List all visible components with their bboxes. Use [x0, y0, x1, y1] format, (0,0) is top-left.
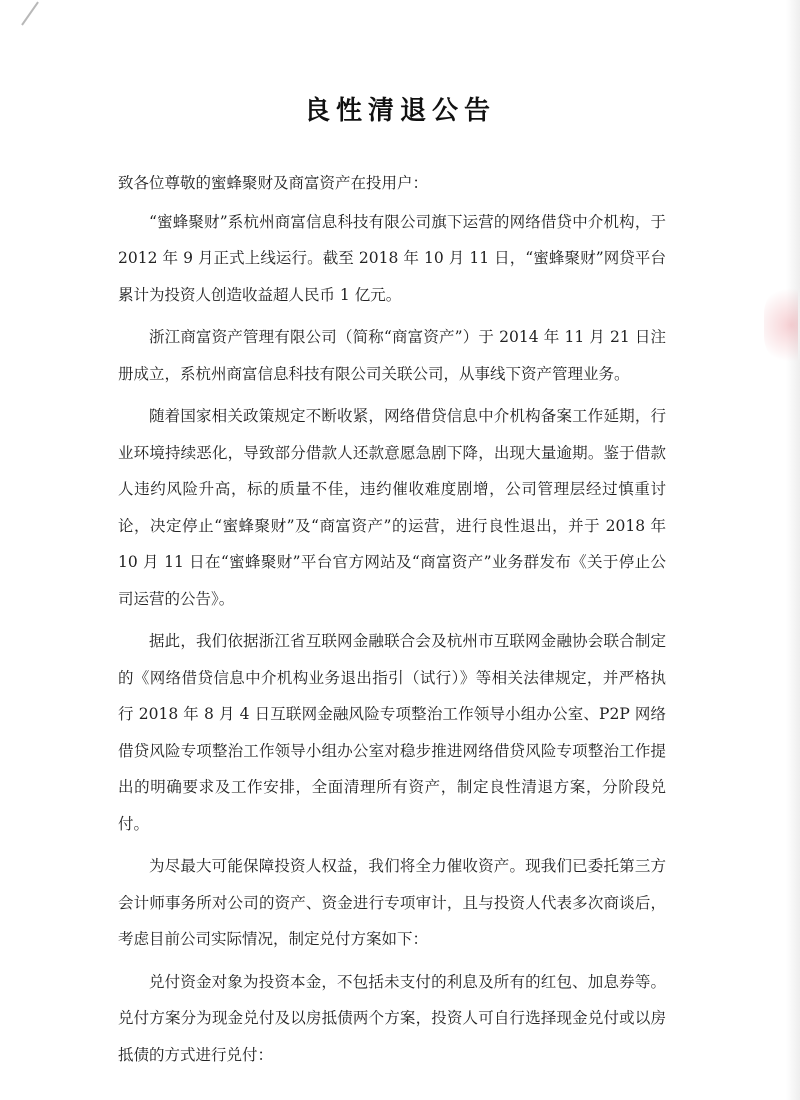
paragraph-asset-recovery: 为尽最大可能保障投资人权益，我们将全力催收资产。现我们已委托第三方会计师事务所对公司的资产、资金进行专项审计，且与投资人代表多次商谈后，考虑目前公司实际情况，制定兑付方案如下：	[118, 857, 666, 948]
paragraph-platform-intro: “蜜蜂聚财”系杭州商富信息科技有限公司旗下运营的网络借贷中介机构，于 2012 年 9 月正式上线运行。截至 2018 年 10 月 11 日，“蜜蜂聚财”网贷平台累计为投资人创造收益超人民币 1 亿元。	[118, 212, 666, 304]
document-title: 良性清退公告	[303, 96, 496, 126]
scan-pen-mark	[21, 1, 39, 25]
paragraph-exit-reason: 随着国家相关政策规定不断收紧，网络借贷信息中介机构备案工作延期，行业环境持续恶化，导致部分借款人还款意愿急剧下降，出现大量逾期。鉴于借款人违约风险升高，标的质量不佳，违约催收难度剧增，公司管理层经过慎重讨论，决定停止“蜜蜂聚财”及“商富资产”的运营，进行良性退出，并于 2018 年 10 月 11 日在“蜜蜂聚财”平台官方网站及“商富资产”业务群发布《关于停止公司运营的公告》。	[118, 407, 666, 608]
seal-stamp-trace	[764, 280, 798, 370]
paragraph-legal-basis: 据此，我们依据浙江省互联网金融联合会及杭州市互联网金融协会联合制定的《网络借贷信息中介机构业务退出指引（试行）》等相关法律规定，并严格执行 2018 年 8 月 4 日互联网金融风险专项整治工作领导小组办公室、P2P 网络借贷风险专项整治工作领导小组办公室对稳步推进网络借贷风险专项整治工作提出的明确要求及工作安排，全面清理所有资产，制定良性清退方案，分阶段兑付。	[118, 632, 666, 833]
scan-edge-shadow	[786, 0, 800, 1100]
paragraph-repayment-plan: 兑付资金对象为投资本金，不包括未支付的利息及所有的红包、加息券等。兑付方案分为现金兑付及以房抵债两个方案，投资人可自行选择现金兑付或以房抵债的方式进行兑付：	[118, 972, 666, 1064]
paragraph-company-intro: 浙江商富资产管理有限公司（简称“商富资产”）于 2014 年 11 月 21 日注册成立，系杭州商富信息科技有限公司关联公司，从事线下资产管理业务。	[118, 328, 666, 383]
document-body	[118, 165, 666, 1079]
greeting-line: 致各位尊敬的蜜蜂聚财及商富资产在投用户：	[118, 174, 429, 192]
